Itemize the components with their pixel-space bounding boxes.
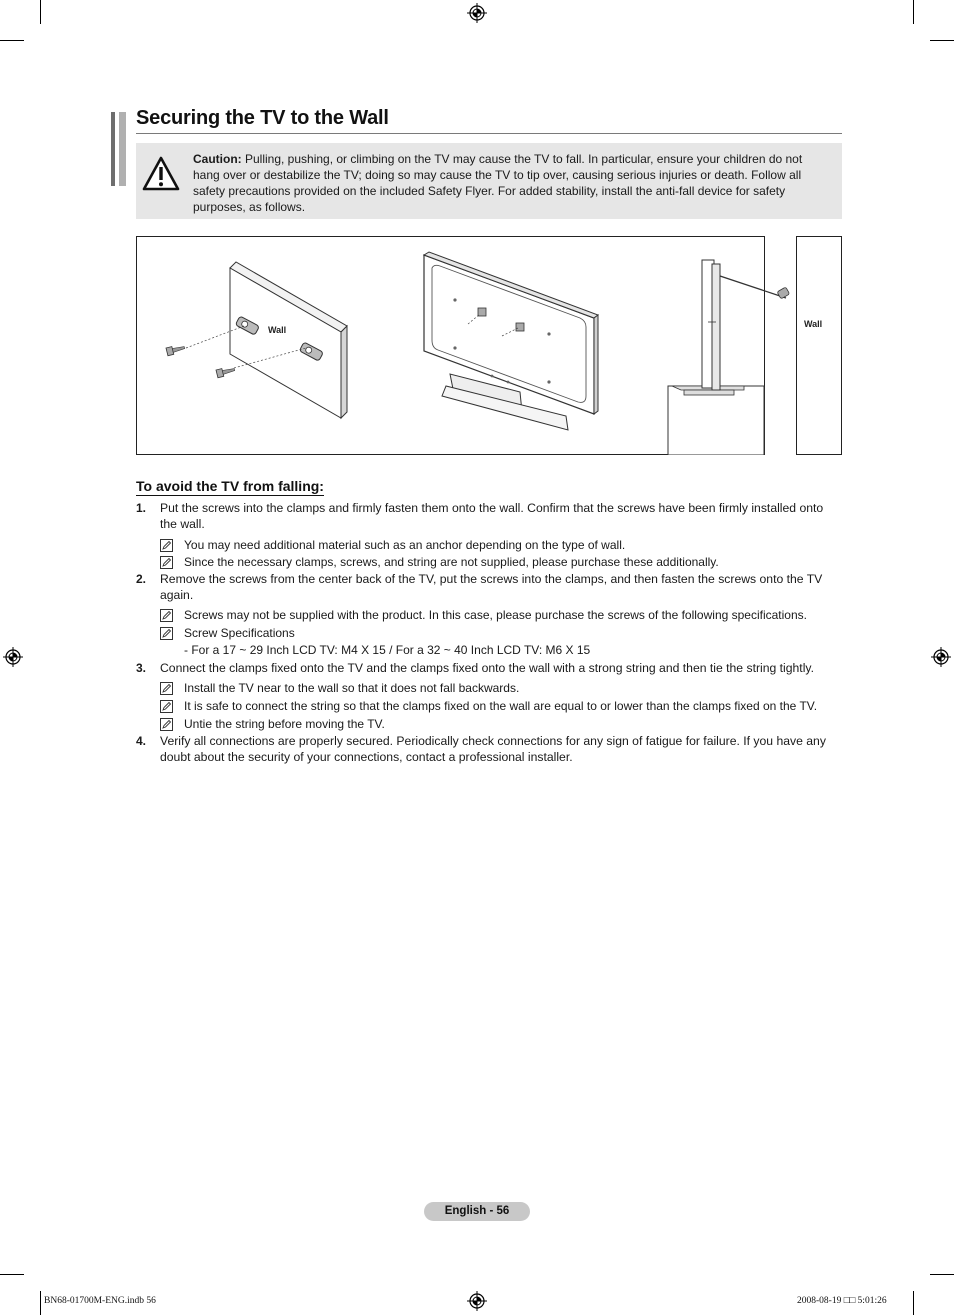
note-pencil-icon <box>160 556 173 569</box>
note-pencil-icon <box>160 700 173 713</box>
note-text: It is safe to connect the string so that the clamps fixed on the wall are equal to or lower than the clamps fixed on the TV. <box>184 699 818 713</box>
note-pencil-icon <box>160 718 173 731</box>
note-text: Install the TV near to the wall so that it does not fall backwards. <box>184 681 520 695</box>
caution-box <box>136 143 842 219</box>
step-text: Connect the clamps fixed onto the TV and the clamps fixed onto the wall with a strong string and then tie the string tightly. <box>160 661 814 675</box>
crop-mark <box>913 0 914 24</box>
installation-illustration <box>136 236 842 455</box>
note-pencil-icon <box>160 682 173 695</box>
step-text: Put the screws into the clamps and firmly fasten them onto the wall. Confirm that the screws have been firmly installed onto the wall. <box>160 501 824 531</box>
registration-mark-icon <box>467 1291 487 1311</box>
caution-body: Pulling, pushing, or climbing on the TV may cause the TV to fall. In particular, ensure your children do not hang over or destabilize the TV; doing so may cause the TV to tip over, causing serious injuries or death. Follow all safety precautions provided on the included Safety Flyer. For added stability, install the anti-fall device for safety purposes, as follows. <box>193 152 803 214</box>
print-timestamp: 2008-08-19 □□ 5:01:26 <box>797 1296 887 1306</box>
title-rule <box>136 133 842 134</box>
warning-triangle-icon <box>142 156 180 191</box>
registration-mark-icon <box>931 647 951 667</box>
step-text: Verify all connections are properly secured. Periodically check connections for any sign of fatigue for failure. If you have any doubt about the security of your connections, contact a professional installer. <box>160 734 826 764</box>
note-pencil-icon <box>160 539 173 552</box>
screw-spec: - For a 17 ~ 29 Inch LCD TV: M4 X 15 / For a 32 ~ 40 Inch LCD TV: M6 X 15 <box>184 643 591 657</box>
note-text: Screw Specifications <box>184 626 295 640</box>
wall-label: Wall <box>804 319 823 329</box>
note-text: Untie the string before moving the TV. <box>184 717 385 731</box>
note-pencil-icon <box>160 609 173 622</box>
crop-mark <box>40 1291 41 1315</box>
note-text: You may need additional material such as an anchor depending on the type of wall. <box>184 538 626 552</box>
note-pencil-icon <box>160 627 173 640</box>
installation-figure <box>136 236 842 455</box>
crop-mark <box>913 1291 914 1315</box>
section-heading: To avoid the TV from falling: <box>136 478 324 494</box>
note-text: Screws may not be supplied with the product. In this case, please purchase the screws of the following specifications. <box>184 608 807 622</box>
caution-label: Caution: <box>193 152 242 166</box>
page-title: Securing the TV to the Wall <box>136 107 389 129</box>
crop-mark <box>930 1274 954 1275</box>
caution-text <box>193 151 823 215</box>
page-number-badge: English - 56 <box>424 1202 530 1221</box>
step-number: 2. <box>136 572 147 586</box>
step-number: 3. <box>136 661 147 675</box>
step-text: Remove the screws from the center back of the TV, put the screws into the clamps, and then fasten the screws onto the TV again. <box>160 572 823 602</box>
crop-mark <box>40 0 41 24</box>
crop-mark <box>0 40 24 41</box>
crop-mark <box>0 1274 24 1275</box>
wall-label: Wall <box>268 325 287 335</box>
registration-mark-icon <box>467 3 487 23</box>
file-slug: BN68-01700M-ENG.indb 56 <box>44 1296 156 1306</box>
registration-mark-icon <box>3 647 23 667</box>
step-number: 4. <box>136 734 147 748</box>
step-number: 1. <box>136 501 147 515</box>
note-text: Since the necessary clamps, screws, and string are not supplied, please purchase these additionally. <box>184 555 719 569</box>
crop-mark <box>930 40 954 41</box>
